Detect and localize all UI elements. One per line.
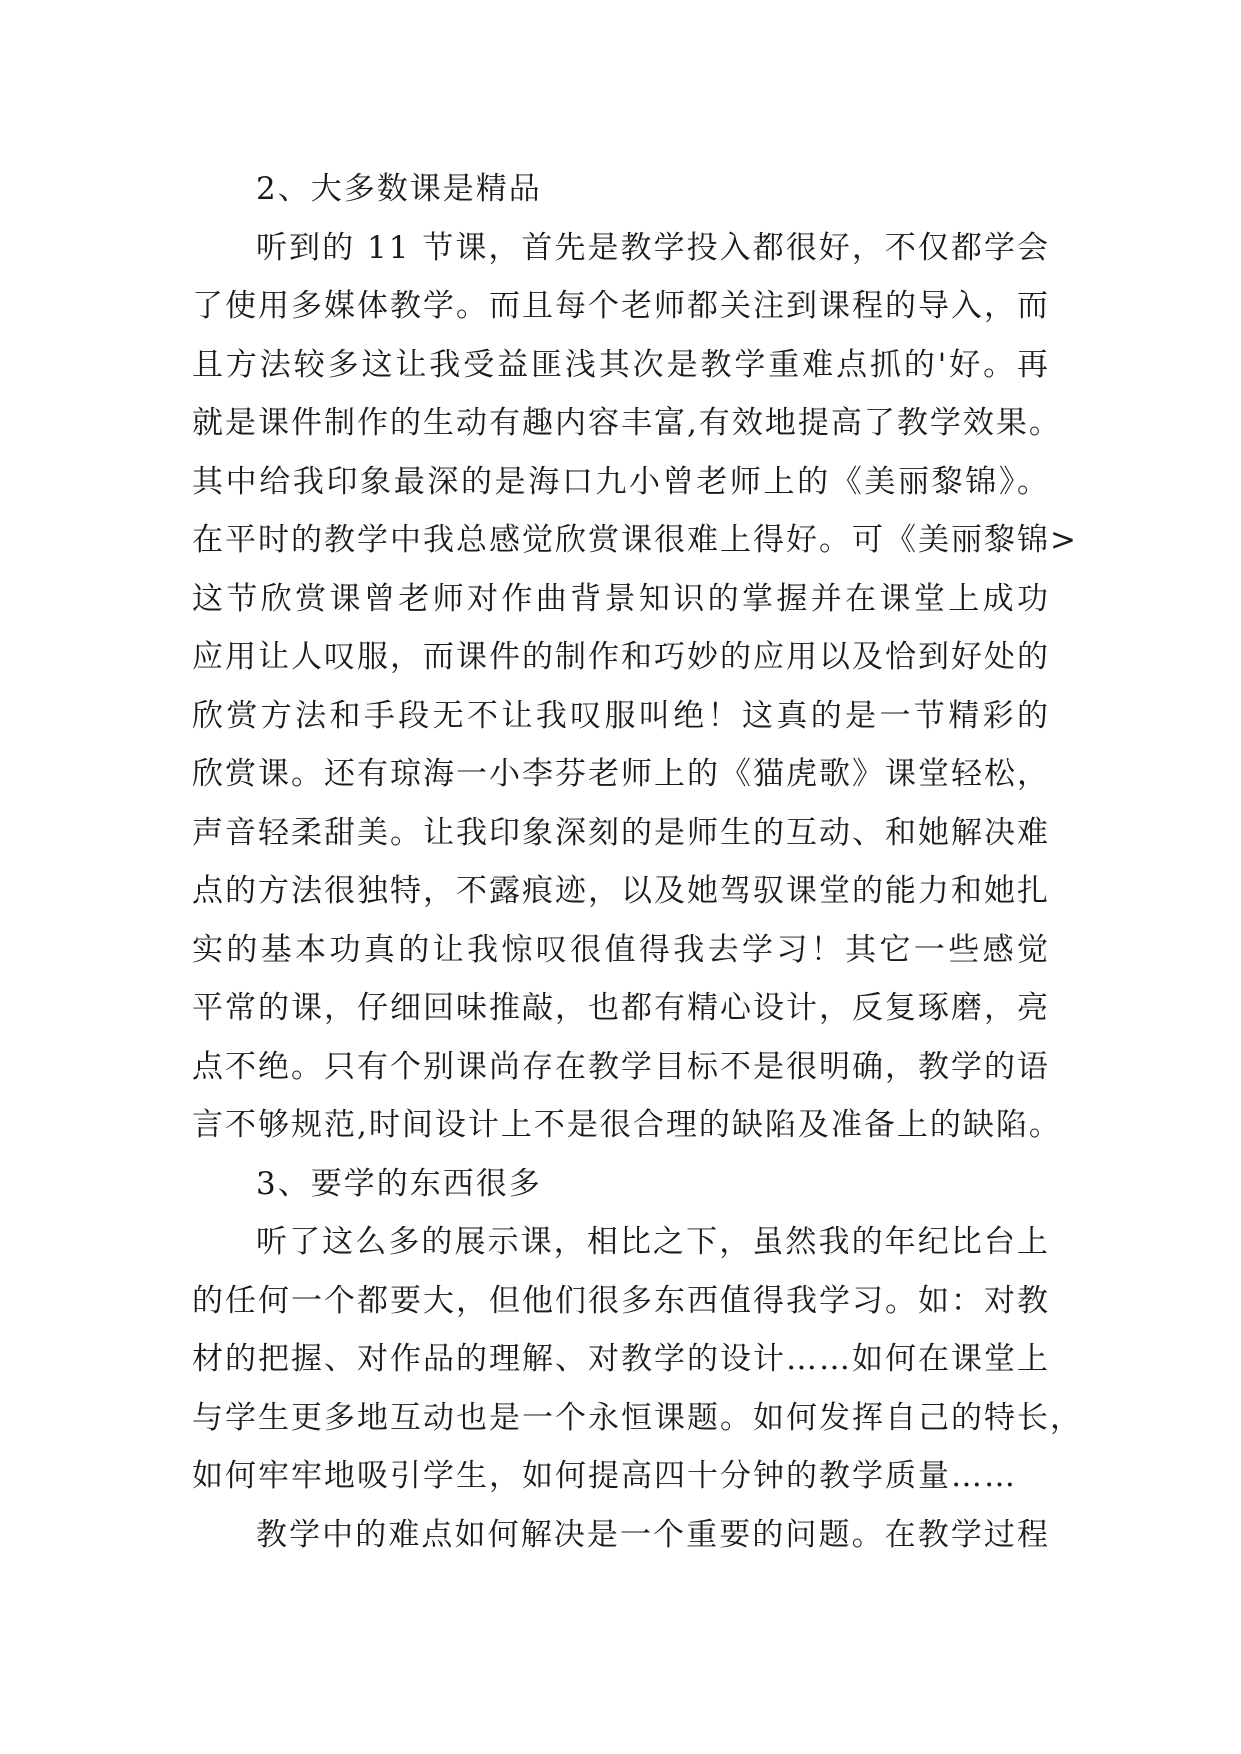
text-line: 欣赏方法和手段无不让我叹服叫绝！这真的是一节精彩的	[192, 697, 1050, 734]
text-line: 在平时的教学中我总感觉欣赏课很难上得好。可《美丽黎锦>	[192, 522, 1078, 558]
text-line: 其中给我印象最深的是海口九小曾老师上的《美丽黎锦》。	[192, 463, 1050, 500]
document-body	[192, 160, 1083, 1564]
text-line: 了使用多媒体教学。而且每个老师都关注到课程的导入，而	[192, 288, 1050, 324]
text-line: 点的方法很独特，不露痕迹，以及她驾驭课堂的能力和她扎	[192, 873, 1050, 909]
text-line: 与学生更多地互动也是一个永恒课题。如何发挥自己的特长，	[192, 1399, 1083, 1436]
paragraph	[192, 219, 1078, 1155]
text-line: 就是课件制作的生动有趣内容丰富,有效地提高了教学效果。	[192, 405, 1062, 441]
text-line: 应用让人叹服，而课件的制作和巧妙的应用以及恰到好处的	[192, 639, 1050, 675]
text-line: 材的把握、对作品的理解、对教学的设计……如何在课堂上	[192, 1341, 1050, 1377]
text-line: 的任何一个都要大，但他们很多东西值得我学习。如：对教	[192, 1282, 1050, 1319]
paragraph	[192, 1213, 1083, 1506]
text-line: 实的基本功真的让我惊叹很值得我去学习！其它一些感觉	[192, 931, 1050, 968]
text-line: 且方法较多这让我受益匪浅其次是教学重难点抓的'好。再	[192, 346, 1050, 383]
section-heading: 2、大多数课是精品	[256, 171, 542, 207]
section-heading: 3、要学的东西很多	[256, 1165, 542, 1202]
text-line: 听到的 11 节课，首先是教学投入都很好，不仅都学会	[256, 229, 1050, 266]
paragraph	[192, 1506, 1050, 1565]
text-line: 声音轻柔甜美。让我印象深刻的是师生的互动、和她解决难	[192, 814, 1050, 851]
text-line: 教学中的难点如何解决是一个重要的问题。在教学过程	[256, 1516, 1050, 1553]
text-line: 如何牢牢地吸引学生，如何提高四十分钟的教学质量……	[192, 1458, 1017, 1494]
text-line: 这节欣赏课曾老师对作曲背景知识的掌握并在课堂上成功	[192, 580, 1050, 617]
text-line: 听了这么多的展示课，相比之下，虽然我的年纪比台上	[256, 1224, 1050, 1260]
text-line: 言不够规范,时间设计上不是很合理的缺陷及准备上的缺陷。	[192, 1107, 1062, 1143]
text-line: 点不绝。只有个别课尚存在教学目标不是很明确，教学的语	[192, 1048, 1050, 1085]
text-line: 欣赏课。还有琼海一小李芬老师上的《猫虎歌》课堂轻松，	[192, 756, 1050, 792]
text-line: 平常的课，仔细回味推敲，也都有精心设计，反复琢磨，亮	[192, 990, 1050, 1026]
